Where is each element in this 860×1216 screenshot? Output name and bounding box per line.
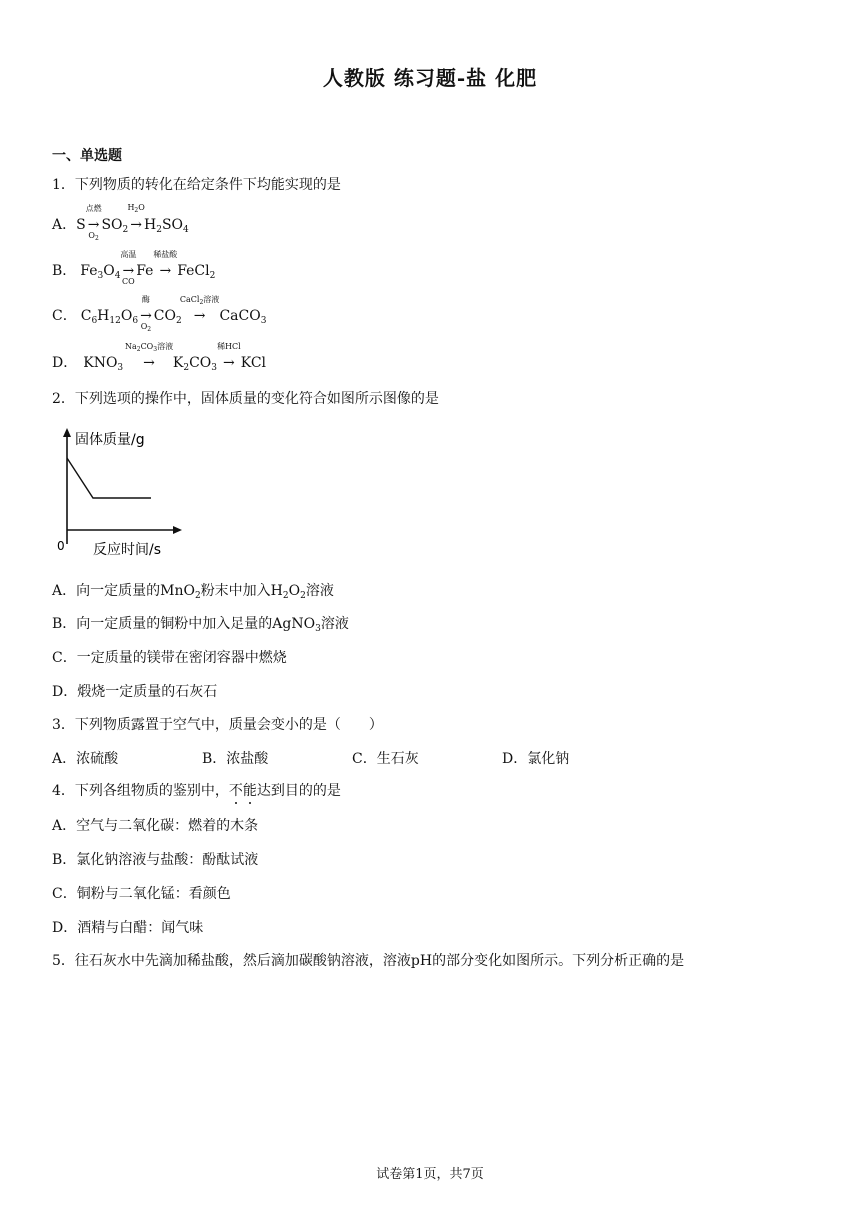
x-axis-arrow <box>173 526 182 534</box>
emphasis-dot: 能 <box>242 783 257 799</box>
q2-option-c: C．一定质量的镁带在密闭容器中燃烧 <box>52 650 287 666</box>
q5-stem: 5．往石灰水中先滴加稀盐酸，然后滴加碳酸钠溶液，溶液pH的部分变化如图所示。下列分析正确的是 <box>52 953 685 969</box>
option-label: A． <box>52 217 77 233</box>
q3-option-d: D．氯化钠 <box>502 751 570 767</box>
q2-option-a: A．向一定质量的MnO$_2$粉末中加入$H_2O_2$溶液 <box>52 583 334 601</box>
q1-option-d: D． $KNO_3$ $Na_2CO_3$溶液 → $K_2CO_3$ 稀HCl → KCl <box>52 342 267 373</box>
origin-label: 0 <box>57 539 65 553</box>
page-title: 人教版 练习题-盐 化肥 <box>322 66 538 90</box>
y-axis-label: 固体质量/g <box>75 432 145 448</box>
x-axis-label: 反应时间/s <box>93 542 162 558</box>
q1-stem: 1．下列物质的转化在给定条件下均能实现的是 <box>52 177 341 193</box>
q4-option-b: B．氯化钠溶液与盐酸：酚酞试液 <box>52 852 259 868</box>
q1-option-a: A．S 点燃 → $O_2$ $SO_2$ $H_2O$ → $H_2SO_4$ <box>52 203 189 242</box>
q2-stem: 2．下列选项的操作中，固体质量的变化符合如图所示图像的是 <box>52 391 439 407</box>
q4-stem: 4．下列各组物质的鉴别中，不能达到目的的是 <box>52 783 341 799</box>
q3-option-a: A．浓硫酸 <box>52 751 119 767</box>
mass-curve <box>67 458 151 498</box>
emphasis-dot: 不 <box>228 783 243 799</box>
q3-stem: 3．下列物质露置于空气中，质量会变小的是（ ） <box>52 717 383 733</box>
q4-option-d: D．酒精与白醋：闻气味 <box>52 920 204 936</box>
q3-option-c: C．生石灰 <box>352 751 419 767</box>
q2-option-d: D．煅烧一定质量的石灰石 <box>52 684 218 700</box>
mass-time-graph <box>55 426 185 558</box>
q4-option-c: C．铜粉与二氧化锰：看颜色 <box>52 886 231 902</box>
page-footer: 试卷第1页，共7页 <box>376 1167 484 1182</box>
section-heading: 一、单选题 <box>52 148 122 164</box>
q1-option-c: C． $C_6H_{12}O_6$ 酶 → $O_2$ $CO_2$ CaCl$_2$溶液 → CaCO$_3$ <box>52 295 267 333</box>
q1-option-b: B． $Fe_3O_4$ 高温 → CO Fe 稀盐酸 → FeCl$_2$ <box>52 250 216 286</box>
q4-option-a: A．空气与二氧化碳：燃着的木条 <box>52 818 259 834</box>
y-axis-arrow <box>63 428 71 437</box>
q2-option-b: B．向一定质量的铜粉中加入足量的AgNO$_3$溶液 <box>52 616 349 634</box>
q3-option-b: B．浓盐酸 <box>202 751 269 767</box>
